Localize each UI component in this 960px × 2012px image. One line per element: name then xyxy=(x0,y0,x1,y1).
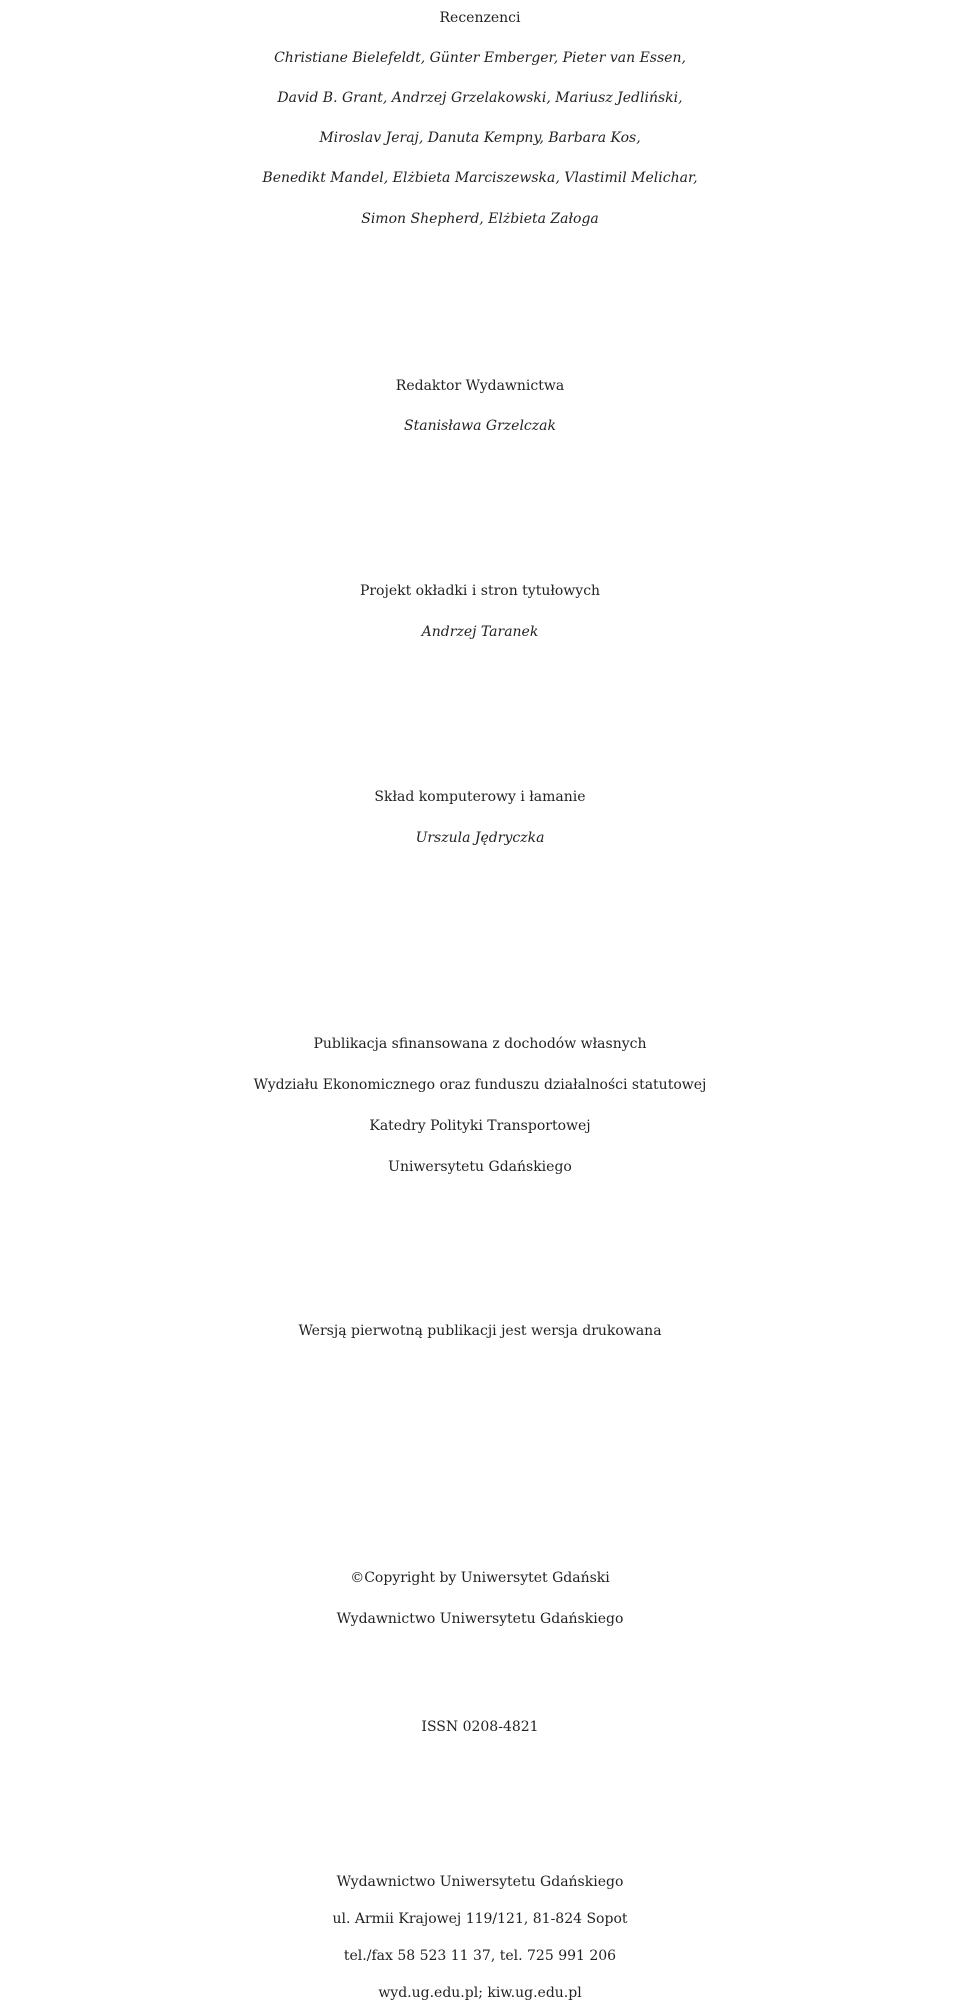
reviewers-line: Benedikt Mandel, Elżbieta Marciszewska, Vlastimil Melichar, xyxy=(262,170,698,186)
issn: ISSN 0208-4821 xyxy=(421,1719,539,1735)
publisher-line: ul. Armii Krajowej 119/121, 81-824 Sopot xyxy=(332,1911,628,1927)
publisher-line: tel./fax 58 523 11 37, tel. 725 991 206 xyxy=(343,1948,617,1964)
editor-heading: Redaktor Wydawnictwa xyxy=(395,378,565,394)
funding-line: Wydziału Ekonomicznego oraz funduszu działalności statutowej xyxy=(253,1077,707,1093)
funding-line: Uniwersytetu Gdańskiego xyxy=(388,1159,572,1175)
reviewers-line: Miroslav Jeraj, Danuta Kempny, Barbara Kos, xyxy=(319,130,641,146)
publisher-line: wyd.ug.edu.pl; kiw.ug.edu.pl xyxy=(378,1985,582,2001)
reviewers-line: Simon Shepherd, Elżbieta Załoga xyxy=(361,211,599,227)
reviewers-line: David B. Grant, Andrzej Grzelakowski, Mariusz Jedliński, xyxy=(277,90,683,106)
copyright-line: Wydawnictwo Uniwersytetu Gdańskiego xyxy=(336,1611,624,1627)
cover-design-name: Andrzej Taranek xyxy=(421,624,539,640)
version-note: Wersją pierwotną publikacji jest wersja drukowana xyxy=(298,1323,662,1339)
funding-line: Katedry Polityki Transportowej xyxy=(369,1118,591,1134)
cover-design-heading: Projekt okładki i stron tytułowych xyxy=(359,583,601,599)
typesetting-heading: Skład komputerowy i łamanie xyxy=(374,789,586,805)
reviewers-heading: Recenzenci xyxy=(439,10,521,26)
typesetting-name: Urszula Jędryczka xyxy=(415,830,545,846)
publisher-line: Wydawnictwo Uniwersytetu Gdańskiego xyxy=(336,1874,624,1890)
copyright-line: ©Copyright by Uniwersytet Gdański xyxy=(350,1570,610,1586)
editor-name: Stanisława Grzelczak xyxy=(404,418,556,434)
funding-line: Publikacja sfinansowana z dochodów własnych xyxy=(313,1036,647,1052)
reviewers-line: Christiane Bielefeldt, Günter Emberger, Pieter van Essen, xyxy=(274,50,686,66)
